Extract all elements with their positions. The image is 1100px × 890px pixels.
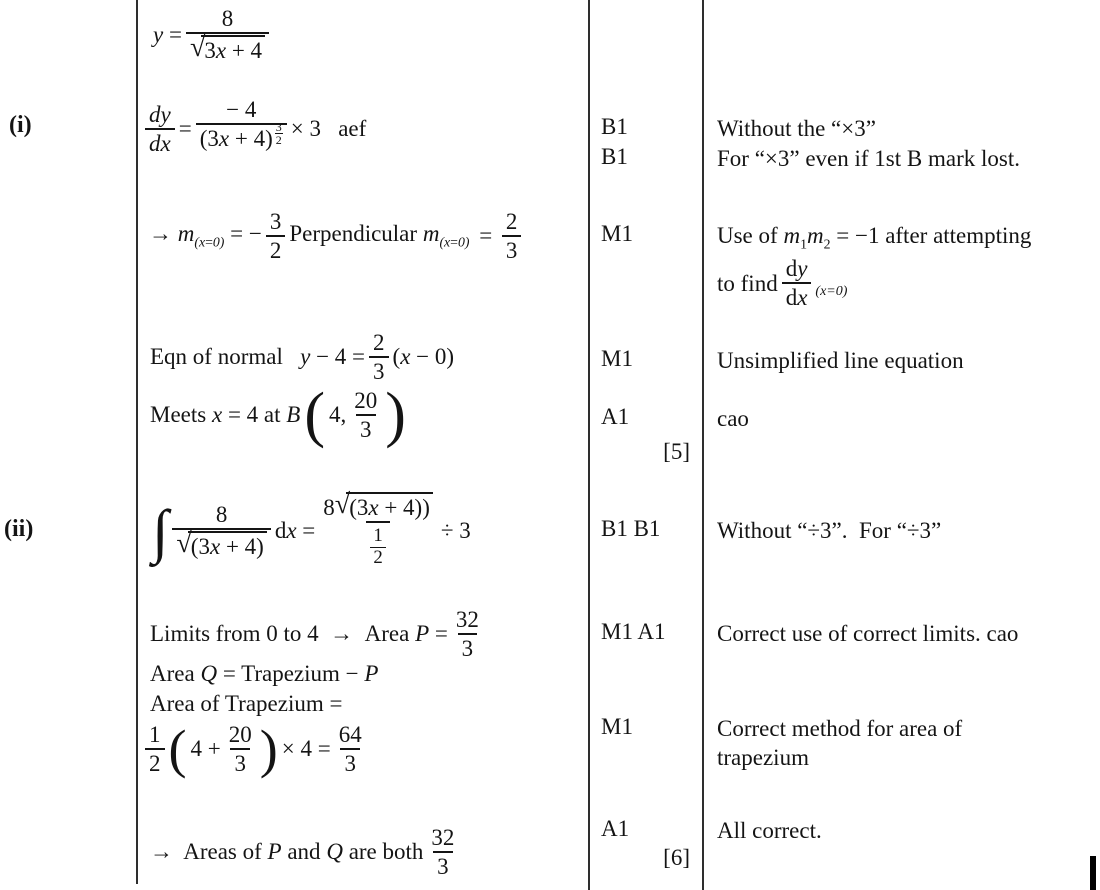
- radical-icon: √: [189, 31, 206, 63]
- fraction: $\frac{2}{3}$: [369, 330, 389, 385]
- total-part-ii: [6]: [663, 845, 690, 870]
- total-part-i: [5]: [663, 439, 690, 464]
- fraction: $\frac{2}{3}$: [502, 209, 522, 264]
- fraction-dydx: d y d x: [782, 256, 812, 311]
- fraction: 8 √ 3x + 4: [186, 6, 269, 64]
- eq-meets-lead: Meets x = 4 at B: [150, 402, 301, 428]
- comment-m1m2: Use of $m_1m_2 = -1$ after attempting: [717, 223, 1032, 252]
- radical-icon: √: [176, 528, 192, 560]
- comment-without-div3: Without “÷3”. For “÷3”: [717, 518, 942, 543]
- eq-given: [151, 6, 271, 64]
- fraction: 8 √ (3x + 4): [172, 502, 270, 560]
- rule-marks-comments: [702, 0, 704, 890]
- comment-all-correct: All correct.: [717, 818, 822, 843]
- mark-b1b1-integral: B1 B1: [601, 516, 661, 541]
- fraction: $\frac{20}{3}$: [354, 388, 378, 442]
- eq-conclusion: [148, 825, 460, 880]
- eq-limits: [148, 607, 485, 662]
- radical-icon: √: [334, 489, 351, 520]
- eq-normal-lead: Eqn of normal y − 4 =: [150, 344, 366, 370]
- eq-meets-b: Meets x = 4 at B ( 4, $\frac{20}{3}$ ): [150, 381, 406, 450]
- eq-trap-inner: 4 +: [190, 736, 221, 762]
- fraction: $\frac{20}{3}$: [228, 722, 252, 776]
- eq-trapezium-calc: $\frac{1}{2}$ ( 4 + $\frac{20}{3}$ ) × 4 = $\frac{64}{3}$: [143, 722, 368, 777]
- mark-m1a1-limits: M1 A1: [601, 619, 666, 644]
- mark-m1-normal: M1: [601, 346, 633, 371]
- comment-unsimplified: Unsimplified line equation: [717, 348, 964, 373]
- eq-limits-lead: Limits from 0 to 4 → Area P =: [150, 621, 448, 647]
- page-edge-mark: [1090, 856, 1096, 890]
- fraction-dydx: $\frac{dy}{dx}$: [145, 102, 175, 157]
- eq-gradient-perpendicular: Perpendicular $m_{(x=0)}$: [289, 221, 470, 251]
- fraction: 8 √ (3x + 4)) 1 2: [319, 492, 437, 571]
- eq-area-trapezium: Area of Trapezium =: [150, 691, 343, 716]
- part-label-i: (i): [9, 112, 32, 138]
- mark-m1-gradient: M1: [601, 221, 633, 246]
- fraction: $\frac{32}{3}$: [455, 607, 479, 661]
- eq-gradient-lead: → $m_{(x=0)}$ = −: [149, 221, 262, 251]
- eq-integral-tail: ÷ 3: [440, 518, 471, 544]
- part-label-ii: (ii): [4, 516, 34, 542]
- eq-integral: ∫ 8 √ (3x + 4) dx = 8 √ (3x + 4)) 1 2 ÷ 3: [150, 492, 473, 571]
- comment-correct-limits: Correct use of correct limits. cao: [717, 621, 1019, 646]
- eq-trap-mid: × 4 =: [281, 736, 331, 762]
- equals-sign: =: [473, 223, 498, 249]
- mark-b1-first: B1: [601, 114, 628, 139]
- eq-gradient: [147, 209, 523, 264]
- coordinate-x: 4,: [329, 402, 347, 428]
- mark-m1-trapezium: M1: [601, 714, 633, 739]
- eq-integral-mid: dx =: [274, 518, 316, 544]
- eq-area-q: Area Q = Trapezium − P: [150, 661, 379, 686]
- equals-sign: =: [178, 116, 192, 142]
- fraction: $\frac{32}{3}$: [431, 825, 455, 879]
- eq-conclusion-lead: → Areas of P and Q are both: [150, 839, 424, 865]
- comment-cao: cao: [717, 406, 749, 431]
- mark-b1-second: B1: [601, 144, 628, 169]
- eq-given-lhs: y =: [153, 21, 182, 47]
- rule-parts-working: [136, 0, 138, 884]
- eq-normal: [148, 330, 456, 385]
- fraction: − 4 (3x + 4) 3 2: [196, 97, 287, 162]
- eq-derivative: [143, 97, 368, 162]
- eq-normal-tail: (x − 0): [392, 344, 455, 370]
- fraction: $\frac{3}{2}$: [266, 209, 286, 264]
- comment-find-dydx: to find d y d x (x=0): [717, 256, 848, 310]
- subscript-x-equals-0: (x=0): [815, 284, 848, 300]
- exponent-three-halves: 3 2: [275, 119, 282, 148]
- fraction-half: 1 2: [370, 526, 385, 568]
- comment-without-x3: Without the “×3”: [717, 116, 876, 141]
- comment-for-x3: For “×3” even if 1st B mark lost.: [717, 146, 1020, 171]
- mark-a1-meets: A1: [601, 404, 630, 429]
- fraction: $\frac{1}{2}$: [145, 722, 165, 777]
- mark-a1-final: A1: [601, 816, 630, 841]
- eq-derivative-tail: × 3 aef: [290, 116, 367, 142]
- fraction: $\frac{64}{3}$: [338, 722, 362, 776]
- comment-trapezium-method: Correct method for area of trapezium: [717, 716, 963, 771]
